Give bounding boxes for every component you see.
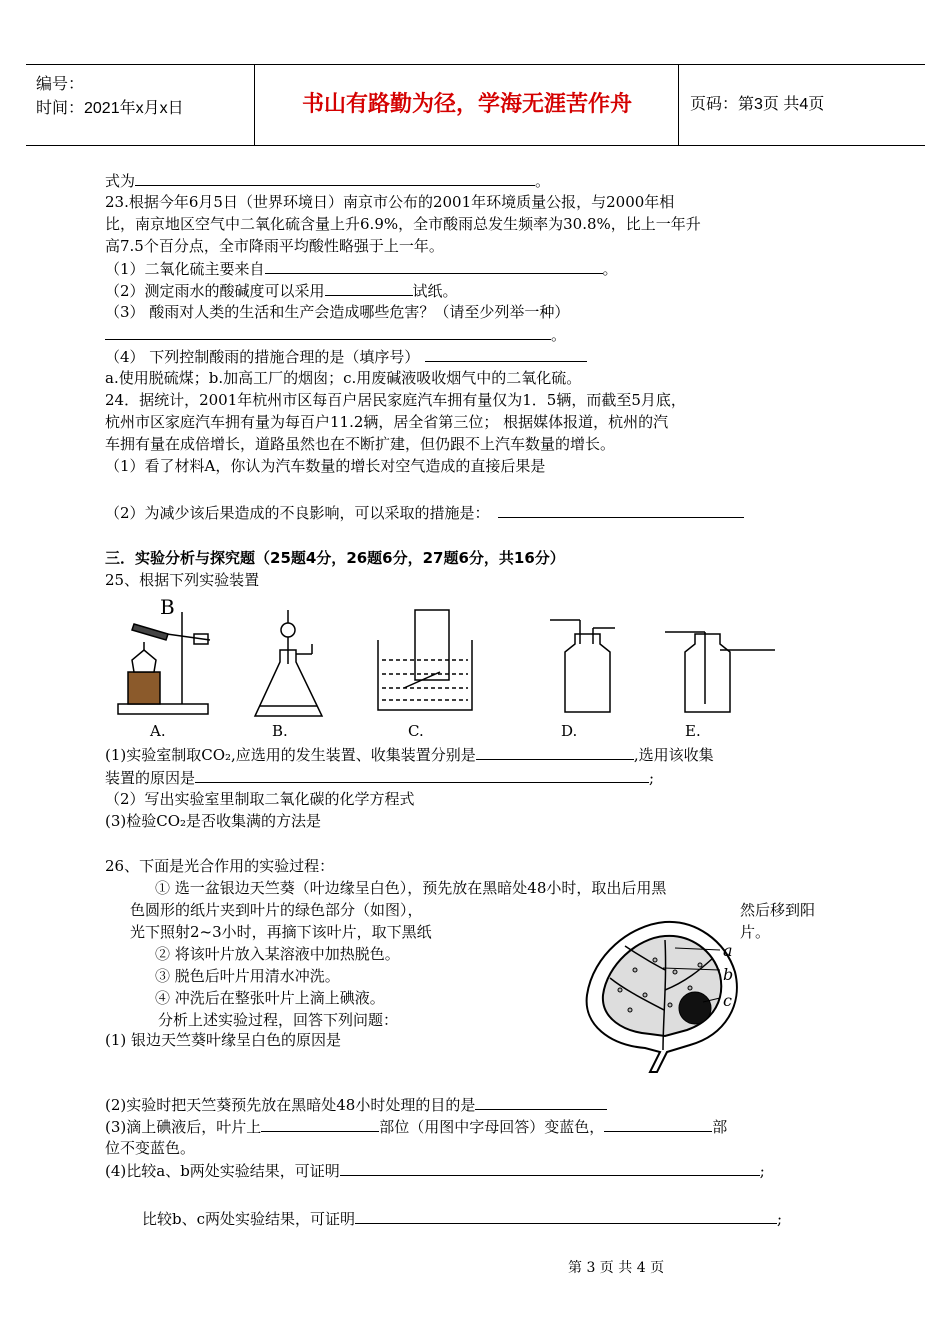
text-line: 比，南京地区空气中二氧化硫含量上升6.9%，全市酸雨总发生频率为30.8%，比上一年升 [105, 215, 701, 233]
text-line: 24．据统计，2001年杭州市区每百户居民家庭汽车拥有量仅为1．5辆，而截至5月底， [105, 391, 686, 409]
apparatus-label-b: B. [272, 722, 288, 740]
analysis-intro: 分析上述实验过程，回答下列问题： [158, 1011, 399, 1029]
leaf-label-b: b [723, 965, 734, 984]
leaf-diagram [575, 910, 755, 1075]
text-line: 23.根据今年6月5日（世界环境日）南京市公布的2001年环境质量公报，与2000年相 [105, 193, 675, 211]
apparatus-c-icon [378, 610, 472, 710]
text-line: 车拥有量在成倍增长，道路虽然也在不断扩建，但仍跟不上汽车数量的增长。 [105, 435, 616, 453]
text-line: a.使用脱硫煤；b.加高工厂的烟囱；c.用废碱液吸收烟气中的二氧化硫。 [105, 369, 582, 387]
q25-1-reason: 装置的原因是 ; [105, 769, 655, 787]
answer-blank[interactable] [355, 1208, 777, 1224]
q26-1: (1) 银边天竺葵叶缘呈白色的原因是 [105, 1031, 342, 1049]
step-3: ③ 脱色后叶片用清水冲洗。 [155, 967, 340, 985]
answer-blank[interactable] [340, 1160, 760, 1176]
header-motto: 书山有路勤为径，学海无涯苦作舟 [256, 65, 679, 145]
q25-2: （2）写出实验室里制取二氧化碳的化学方程式 [105, 790, 415, 808]
q23-4: （4） 下列控制酸雨的措施合理的是（填序号） [105, 346, 587, 367]
header-info-cell [26, 65, 255, 145]
q26-2: (2)实验时把天竺葵预先放在黑暗处48小时处理的目的是 [105, 1094, 607, 1115]
apparatus-b-icon [255, 610, 322, 716]
apparatus-label-c: C. [408, 722, 424, 740]
q26-4: (4)比较a、b两处实验结果，可证明 ; [105, 1162, 765, 1180]
answer-blank[interactable] [105, 324, 551, 340]
apparatus-a-icon [118, 612, 210, 714]
section-heading: 三．实验分析与探究题（25题4分，26题6分，27题6分，共16分） [105, 549, 565, 567]
apparatus-e-icon [665, 632, 775, 712]
page-header [26, 64, 925, 146]
apparatus-label-d: D. [561, 722, 578, 740]
step-1-cont: 色圆形的纸片夹到叶片的绿色部分（如图）， [130, 901, 423, 919]
answer-blank[interactable] [476, 744, 634, 760]
q23-3-answer: 。 [105, 324, 566, 345]
q22-answer-line: 式为 。 [105, 172, 551, 190]
q26-3-cont: 位不变蓝色。 [105, 1139, 196, 1157]
step-1-cont: 然后移到阳 [740, 901, 816, 919]
step-4: ④ 冲洗后在整张叶片上滴上碘液。 [155, 989, 385, 1007]
q26-stem: 26、下面是光合作用的实验过程： [105, 857, 335, 875]
leaf-label-c: c [723, 991, 732, 1010]
answer-blank[interactable] [325, 280, 413, 296]
q24-2: （2）为减少该后果造成的不良影响，可以采取的措施是： [105, 502, 744, 523]
text-line: 杭州市区家庭汽车拥有量为每百户11.2辆，居全省第三位； 根据媒体报道，杭州的汽 [105, 413, 669, 431]
apparatus-label-a: A. [150, 722, 166, 740]
q25-3: (3)检验CO₂是否收集满的方法是 [105, 812, 322, 830]
apparatus-d-icon [550, 620, 615, 712]
apparatus-label-e: E. [685, 722, 701, 740]
step-1-cont: 光下照射2~3小时，再摘下该叶片，取下黑纸 [130, 923, 432, 941]
step-1: ① 选一盆银边天竺葵（叶边缘呈白色），预先放在黑暗处48小时，取出后用黑 [155, 879, 667, 897]
page-footer: 第 3 页 共 4 页 [568, 1260, 665, 1276]
answer-blank[interactable] [265, 258, 603, 274]
answer-blank[interactable] [135, 170, 535, 186]
answer-blank[interactable] [195, 767, 649, 783]
answer-blank[interactable] [604, 1116, 712, 1132]
step-2: ② 将该叶片放入某溶液中加热脱色。 [155, 945, 400, 963]
header-page-label: 页码：第3页 共4页 [690, 96, 825, 113]
text-line: 高7.5个百分点，全市降雨平均酸性略强于上一年。 [105, 237, 444, 255]
q24-1: （1）看了材料A，你认为汽车数量的增长对空气造成的直接后果是 [105, 457, 546, 475]
q25-1: (1)实验室制取CO₂,应选用的发生装置、收集装置分别是 ,选用该收集 [105, 746, 714, 764]
document-number-label: 编号： [36, 76, 85, 93]
q26-4-bc: 比较b、c两处实验结果，可证明 ; [142, 1210, 783, 1228]
q23-1: （1）二氧化硫主要来自 。 [105, 260, 618, 278]
answer-blank[interactable] [498, 502, 744, 518]
answer-blank[interactable] [425, 346, 587, 362]
q26-3: (3)滴上碘液后，叶片上 部位（用图中字母回答）变蓝色， 部 [105, 1118, 728, 1136]
lab-apparatus-figure [110, 592, 790, 727]
q23-2: （2）测定雨水的酸碱度可以采用 试纸。 [105, 282, 458, 300]
q23-3: （3） 酸雨对人类的生活和生产会造成哪些危害？（请至少列举一种） [105, 303, 570, 321]
answer-blank[interactable] [261, 1116, 379, 1132]
q25-stem: 25、根据下列实验装置 [105, 571, 260, 589]
step-1-cont: 片。 [740, 923, 771, 941]
apparatus-top-label: B [160, 595, 175, 619]
document-date-label: 时间：2021年x月x日 [36, 100, 184, 117]
answer-blank[interactable] [475, 1094, 607, 1110]
leaf-label-a: a [723, 941, 733, 960]
